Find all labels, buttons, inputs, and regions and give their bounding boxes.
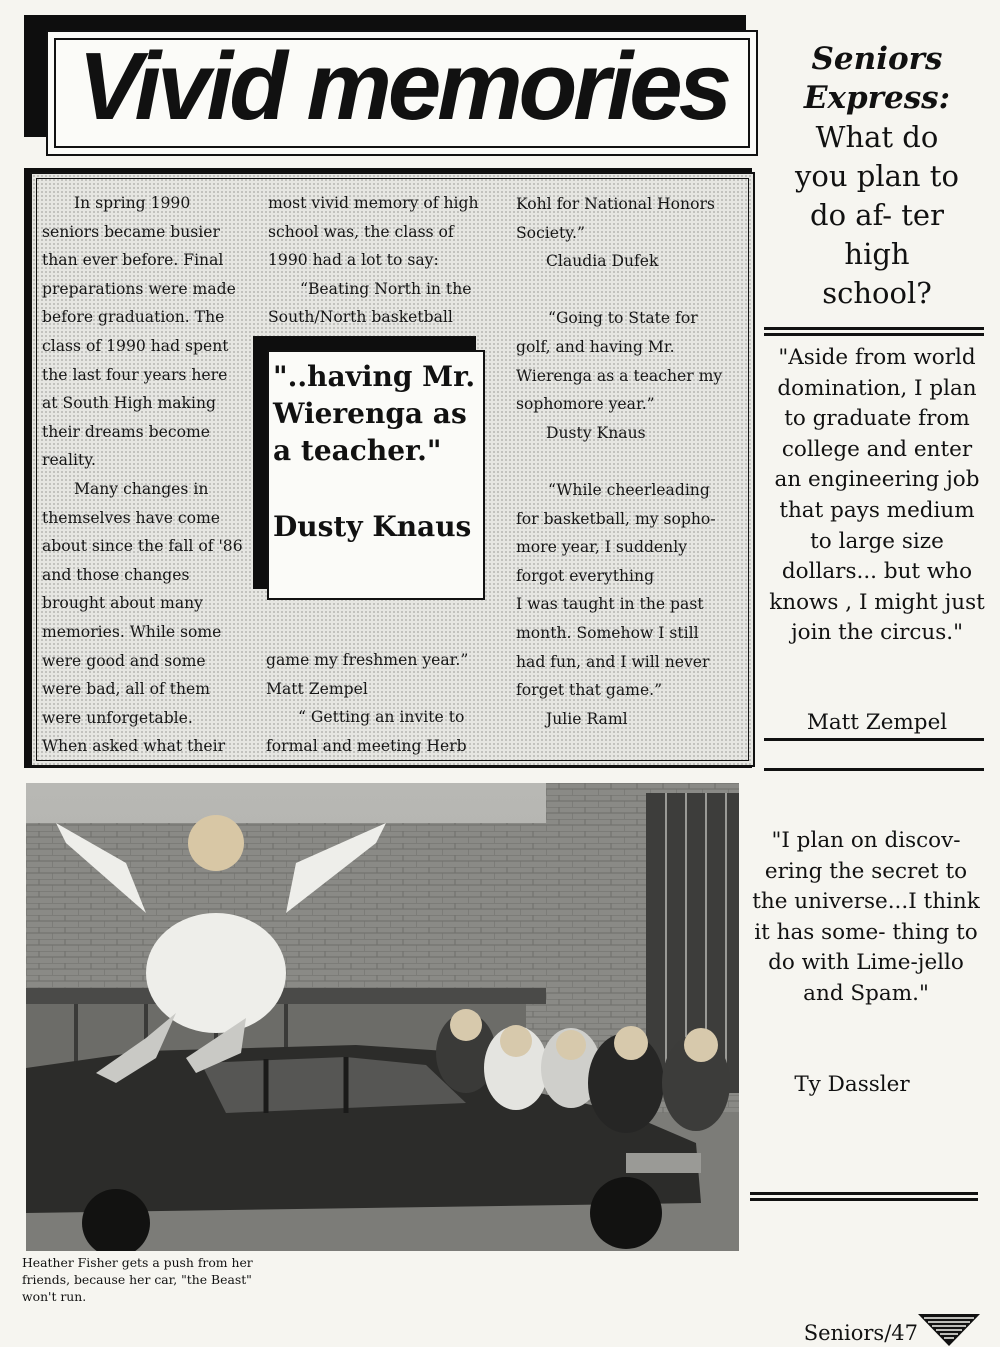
article-line: “ Getting an invite to (298, 708, 465, 727)
divider-rule (764, 333, 984, 336)
photo-caption: Heather Fisher gets a push from her friends, because her car, "the Beast" won't run. (22, 1255, 253, 1304)
article-line: Society.” (516, 223, 585, 242)
article-line: When asked what their (42, 737, 226, 756)
article-line: Wierenga as a teacher my (516, 366, 723, 385)
sidebar-quote-1: "Aside from world domination, I plan to graduate from college and enter an engineering job that pays medium to large size dollars... but who knows , I might just join the circus." (769, 345, 985, 646)
article-line: before graduation. The (42, 308, 225, 327)
article-line: for basketball, my sopho- (516, 509, 716, 528)
article-line: class of 1990 had spent (42, 336, 229, 355)
photo-illustration (26, 783, 739, 1251)
quote-attribution: Dusty Knaus (546, 423, 646, 442)
article-line: at South High making (42, 394, 217, 413)
page-folio: Seniors/47 (803, 1321, 918, 1345)
article-column-2-bottom (266, 646, 496, 760)
article-line: were unforgetable. (42, 708, 193, 727)
article-line: “While cheerleading (548, 480, 710, 499)
divider-rule (764, 738, 984, 741)
article-line: about since the fall of '86 (42, 537, 243, 556)
article-line: most vivid memory of high (268, 194, 479, 212)
article-line: had fun, and I will never (516, 652, 710, 671)
quote-attribution: Claudia Dufek (546, 252, 659, 271)
pull-quote (267, 350, 485, 600)
article-line: themselves have come (42, 508, 221, 527)
sidebar-question: What do you plan to do af- ter high school? (795, 120, 959, 310)
article-line: month. Somehow I still (516, 623, 699, 642)
title-banner (46, 30, 758, 156)
divider-rule (764, 768, 984, 771)
article-line: In spring 1990 (74, 194, 191, 212)
article-line: than ever before. Final (42, 251, 224, 270)
sidebar-quote-2-name: Ty Dassler (794, 1072, 910, 1097)
article-line: game my freshmen year.” (266, 651, 469, 669)
triangle-ornament-icon (918, 1314, 980, 1346)
article-line: forgot everything (516, 566, 655, 585)
article-line: I was taught in the past (516, 595, 704, 614)
sidebar-quote-2: "I plan on discov- ering the secret to the universe...I think it has some- thing to do with Lime-jello and Spam." (752, 828, 980, 1006)
article-line: Many changes in (74, 479, 209, 498)
article-line: more year, I suddenly (516, 538, 687, 557)
pull-quote-text: "..having Mr. Wierenga as a teacher." (273, 360, 476, 467)
divider-rule (750, 1192, 978, 1195)
page-title: Vivid memories (78, 33, 729, 140)
sidebar-quote-1-name: Matt Zempel (806, 710, 948, 735)
article-line: preparations were made (42, 279, 236, 298)
article-line: reality. (42, 451, 96, 470)
article-line: their dreams become (42, 422, 210, 441)
photo-girl-on-car (26, 783, 739, 1251)
title-banner-inner-border (54, 33, 750, 148)
spacer (516, 276, 748, 305)
divider-rule (750, 1198, 978, 1201)
sidebar-heading (762, 40, 992, 313)
spacer (516, 447, 748, 476)
article-line: forget that game.” (516, 681, 663, 700)
article-line: Kohl for National Honors (516, 195, 715, 213)
article-line: formal and meeting Herb (266, 736, 467, 755)
quote-attribution: Julie Raml (546, 709, 628, 728)
sidebar-heading-bold-2: Express: (803, 80, 951, 116)
article-line: sophomore year.” (516, 395, 655, 414)
article-line: the last four years here (42, 365, 228, 384)
article-column-3 (516, 190, 748, 733)
article-line: “Going to State for (548, 309, 698, 328)
article-line: school was, the class of (268, 222, 454, 241)
article-line: South/North basketball (268, 308, 453, 327)
article-line: seniors became busier (42, 222, 220, 241)
article-line: Matt Zempel (266, 679, 368, 698)
article-column-2-top (268, 189, 498, 332)
article-line: golf, and having Mr. (516, 337, 675, 356)
divider-rule (764, 327, 984, 330)
sidebar-heading-bold-1: Seniors (811, 41, 943, 77)
pull-quote-name: Dusty Knaus (273, 510, 472, 543)
article-line: were bad, all of them (42, 680, 211, 699)
article-line: and those changes (42, 565, 190, 584)
article-line: “Beating North in the (300, 279, 472, 298)
article-line: 1990 had a lot to say: (268, 251, 439, 270)
article-column-1 (42, 189, 254, 761)
article-line: memories. While some (42, 622, 222, 641)
article-line: brought about many (42, 594, 203, 613)
article-line: were good and some (42, 651, 206, 670)
